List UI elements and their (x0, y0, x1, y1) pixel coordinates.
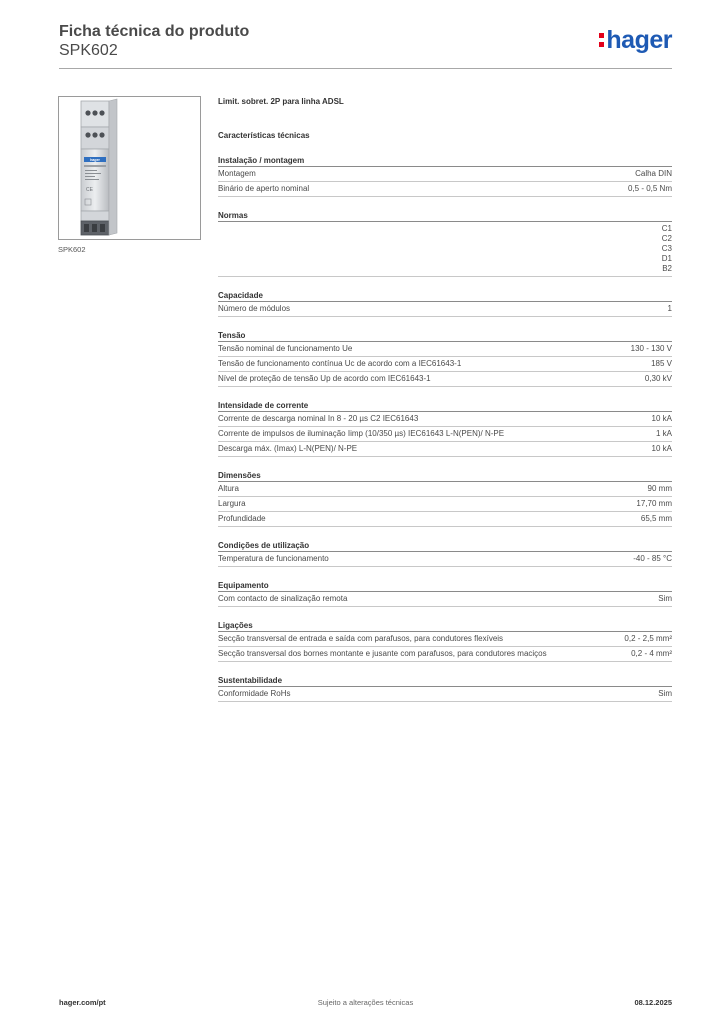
spec-section (218, 540, 672, 567)
spec-value: 90 mm (647, 484, 672, 493)
spec-label: Secção transversal de entrada e saída com parafusos, para condutores flexíveis (218, 634, 504, 643)
spec-value: 0,5 - 0,5 Nm (627, 184, 672, 193)
spec-row (218, 357, 672, 372)
spec-value: 0,2 - 2,5 mm² (624, 634, 672, 643)
spec-label: Corrente de impulsos de iluminação Iimp (10/350 µs) IEC61643 L-N(PEN)/ N-PE (218, 429, 505, 438)
spec-label: Com contacto de sinalização remota (218, 594, 348, 603)
standard-code: C3 (661, 244, 672, 253)
standard-code: D1 (661, 254, 672, 263)
spec-row (218, 182, 672, 197)
section-title: Instalação / montagem (218, 155, 672, 167)
spec-row (218, 302, 672, 317)
spec-label: Montagem (218, 169, 256, 178)
spec-section (218, 470, 672, 527)
section-title: Condições de utilização (218, 540, 672, 552)
footer-website: hager.com/pt (59, 998, 106, 1007)
spec-label: Secção transversal dos bornes montante e jusante com parafusos, para condutores maciços (218, 649, 547, 658)
surge-protector-image (59, 97, 200, 239)
spec-section (218, 580, 672, 607)
spec-row (218, 342, 672, 357)
spec-row (218, 222, 672, 277)
footer-date: 08.12.2025 (634, 998, 672, 1007)
spec-label: Tensão de funcionamento contínua Uc de acordo com a IEC61643-1 (218, 359, 462, 368)
spec-section (218, 155, 672, 197)
spec-row (218, 412, 672, 427)
spec-label: Tensão nominal de funcionamento Ue (218, 344, 353, 353)
spec-label: Nível de proteção de tensão Up de acordo com IEC61643-1 (218, 374, 431, 383)
spec-row (218, 512, 672, 527)
spec-label: Largura (218, 499, 246, 508)
section-title: Equipamento (218, 580, 672, 592)
product-description: Limit. sobret. 2P para linha ADSL (218, 97, 344, 106)
spec-value: Calha DIN (635, 169, 672, 178)
spec-row (218, 552, 672, 567)
section-title: Intensidade de corrente (218, 400, 672, 412)
spec-value: 10 kA (651, 414, 672, 423)
spec-row (218, 592, 672, 607)
standard-code: B2 (662, 264, 672, 273)
spec-value: 17,70 mm (636, 499, 672, 508)
logo-colon-icon (599, 28, 604, 52)
svg-text:CE: CE (86, 187, 93, 193)
spec-label: Temperatura de funcionamento (218, 554, 329, 563)
spec-value: 185 V (651, 359, 672, 368)
spec-row (218, 497, 672, 512)
spec-row (218, 687, 672, 702)
specs-heading: Características técnicas (218, 131, 310, 140)
spec-row (218, 427, 672, 442)
spec-row (218, 372, 672, 387)
spec-label: Profundidade (218, 514, 266, 523)
logo-wordmark: hager (606, 26, 672, 54)
spec-row (218, 482, 672, 497)
spec-row (218, 647, 672, 662)
spec-label: Número de módulos (218, 304, 291, 313)
spec-value: 10 kA (651, 444, 672, 453)
spec-value: 65,5 mm (640, 514, 672, 523)
spec-label: Conformidade RoHs (218, 689, 291, 698)
spec-row (218, 442, 672, 457)
product-specs (218, 96, 672, 702)
spec-label: Corrente de descarga nominal In 8 - 20 µs C2 IEC61643 (218, 414, 419, 423)
footer-notice: Sujeito a alterações técnicas (317, 998, 414, 1007)
spec-value: -40 - 85 °C (633, 554, 672, 563)
hager-logo (599, 28, 672, 52)
spec-value: 1 kA (655, 429, 672, 438)
spec-value: 1 (667, 304, 672, 313)
spec-value: 0,30 kV (644, 374, 672, 383)
photo-caption: SPK602 (58, 245, 86, 254)
spec-section (218, 210, 672, 277)
product-code: SPK602 (59, 42, 118, 59)
document-title: Ficha técnica do produto (59, 23, 250, 40)
spec-section (218, 620, 672, 662)
spec-section (218, 675, 672, 702)
spec-label: Descarga máx. (Imax) L-N(PEN)/ N-PE (218, 444, 358, 453)
device-brand-label: hager (90, 158, 100, 162)
page-footer (59, 998, 672, 1010)
spec-section (218, 330, 672, 387)
spec-value: 130 - 130 V (630, 344, 672, 353)
page-header (59, 22, 672, 69)
standard-code: C1 (661, 224, 672, 233)
standard-code: C2 (661, 234, 672, 243)
spec-row (218, 167, 672, 182)
product-photo (58, 96, 201, 240)
spec-value: Sim (658, 594, 672, 603)
spec-row (218, 632, 672, 647)
spec-label: Altura (218, 484, 239, 493)
spec-sections (218, 155, 672, 702)
section-title: Normas (218, 210, 672, 222)
section-title: Tensão (218, 330, 672, 342)
spec-value: 0,2 - 4 mm² (631, 649, 672, 658)
section-title: Sustentabilidade (218, 675, 672, 687)
spec-section (218, 290, 672, 317)
section-title: Dimensões (218, 470, 672, 482)
section-title: Ligações (218, 620, 672, 632)
spec-label: Binário de aperto nominal (218, 184, 310, 193)
spec-section (218, 400, 672, 457)
spec-value (662, 224, 672, 274)
spec-value: Sim (658, 689, 672, 698)
section-title: Capacidade (218, 290, 672, 302)
